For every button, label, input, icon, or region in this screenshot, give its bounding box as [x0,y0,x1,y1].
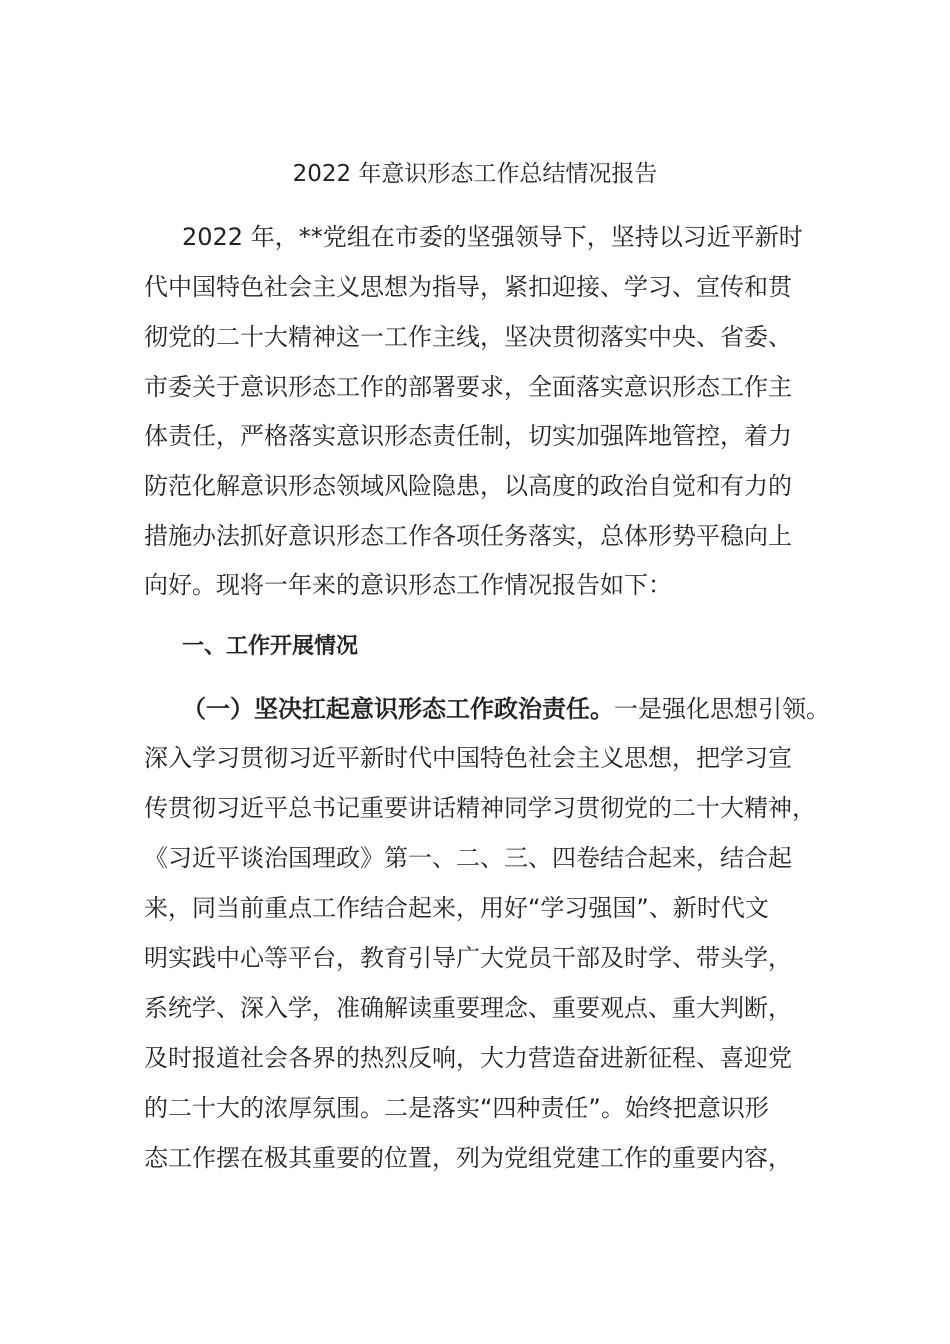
intro-line-4: 市委关于意识形态工作的部署要求，全面落实意识形态工作主 [144,373,792,401]
body-line-7: 及时报道社会各界的热烈反响，大力营造奋进新征程、喜迎党 [144,1044,792,1072]
body-line-3: 《习近平谈治国理政》第一、二、三、四卷结合起来，结合起 [144,844,792,872]
intro-line-7: 措施办法抓好意识形态工作各项任务落实，总体形势平稳向上 [144,522,792,550]
subsection-first-line [182,691,842,727]
intro-line-5: 体责任，严格落实意识形态责任制，切实加强阵地管控，着力 [144,422,792,450]
intro-line-6: 防范化解意识形态领域风险隐患，以高度的政治自觉和有力的 [144,472,792,500]
body-line-2: 传贯彻习近平总书记重要讲话精神同学习贯彻党的二十大精神， [144,794,816,822]
body-line-9: 态工作摆在极其重要的位置，列为党组党建工作的重要内容， [144,1144,792,1172]
intro-line-1: 2022 年，**党组在市委的坚强领导下，坚持以习近平新时 [182,223,803,251]
intro-line-3: 彻党的二十大精神这一工作主线，坚决贯彻落实中央、省委、 [144,323,792,351]
body-line-6: 系统学、深入学，准确解读重要理念、重要观点、重大判断， [144,994,792,1022]
intro-line-8: 向好。现将一年来的意识形态工作情况报告如下： [144,571,672,599]
document-title: 2022 年意识形态工作总结情况报告 [292,161,658,187]
subsection-bold-lead: （一）坚决扛起意识形态工作政治责任。 [182,695,614,723]
body-line-4: 来，同当前重点工作结合起来，用好“学习强国”、新时代文 [144,894,769,922]
body-line-1: 深入学习贯彻习近平新时代中国特色社会主义思想，把学习宣 [144,744,792,772]
subsection-first-line-rest: 一是强化思想引领。 [614,695,830,723]
body-line-5: 明实践中心等平台，教育引导广大党员干部及时学、带头学， [144,944,792,972]
body-line-8: 的二十大的浓厚氛围。二是落实“四种责任”。始终把意识形 [144,1094,769,1122]
section-heading: 一、工作开展情况 [182,634,359,659]
intro-line-2: 代中国特色社会主义思想为指导，紧扣迎接、学习、宣传和贯 [144,273,792,301]
